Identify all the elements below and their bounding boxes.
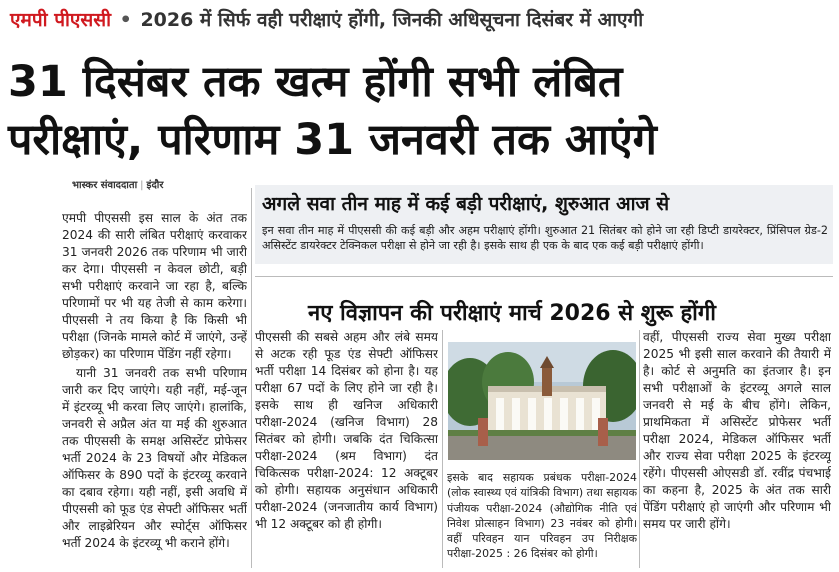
column1-paragraph-1: एमपी पीएससी इस साल के अंत तक 2024 की सारी लंबित परीक्षाएं करवाकर 31 जनवरी 2026 तक परिणाम भी जारी कर देगा। पीएससी न केवल छोटी, बड़ी सभी परीक्षाएं करवाने जा रहा है, बल्कि परिणामों पर भी यह तेजी से काम करेगा। पीएससी ने तय किया है कि किसी भी परीक्षा (जिनके मामले कोर्ट में जाएंगे, उन्हें छोड़कर) का परिणाम पेंडिंग नहीं रहेगा। <box>62 211 247 361</box>
section-rule <box>255 276 833 277</box>
highlight-box-title: अगले सवा तीन माह में कई बड़ी परीक्षाएं, शुरुआत आज से <box>262 193 670 215</box>
pillared-building-icon <box>448 342 636 460</box>
column-divider <box>442 330 443 568</box>
article-column-4 <box>643 329 831 569</box>
headline-line-2: परीक्षाएं, परिणाम 31 जनवरी तक आएंगे <box>8 115 657 165</box>
byline-reporter: भास्कर संवाददाता <box>72 180 138 191</box>
column-divider <box>251 188 252 568</box>
headline-line-1: 31 दिसंबर तक खत्म होंगी सभी लंबित <box>8 57 623 107</box>
column2-text: पीएससी की सबसे अहम और लंबे समय से अटक रही फूड एंड सेफ्टी ऑफिसर भर्ती परीक्षा 14 दिसंबर को होना है। यह परीक्षा 67 पदों के लिए होने जा रही है। इसके साथ ही खनिज अधिकारी परीक्षा-2024 (खनिज विभाग) 28 सितंबर को होगी। जबकि दंत चिकित्सा परीक्षा-2024 (श्रम विभाग) दंत चिकित्सक परीक्षा-2024: 12 अक्टूबर को होगी। सहायक अनुसंधान अधिकारी परीक्षा-2024 (जनजातीय कार्य विभाग) भी 12 अक्टूबर को ही होगी। <box>255 330 438 531</box>
article-column-2 <box>255 329 438 569</box>
column1-paragraph-2: यानी 31 जनवरी तक सभी परिणाम जारी कर दिए जाएंगे। यही नहीं, मई-जून में इंटरव्यू भी करवा लिए जाएंगे। हालांकि, जनवरी से अप्रैल अंत या मई की शुरुआत तक पीएससी के समक्ष असिस्टेंट प्रोफेसर भर्ती 2024 के 23 विषयों और मेडिकल ऑफिसर के 890 पदों के इंटरव्यू करवाने का दबाव रहेगा। यही नहीं, इसी अवधि में पीएससी को फूड एंड सेफ्टी ऑफिसर भर्ती और लाइब्रेरियन और स्पोर्ट्स ऑफिसर भर्ती 2024 के इंटरव्यू भी कराने होंगे। <box>62 366 247 550</box>
kicker-text: 2026 में सिर्फ वही परीक्षाएं होंगी, जिनकी अधिसूचना दिसंबर में आएगी <box>140 9 644 31</box>
kicker-label: एमपी पीएससी <box>10 9 112 31</box>
byline-city: इंदौर <box>146 180 164 191</box>
section-title: नए विज्ञापन की परीक्षाएं मार्च 2026 से शुरू होंगी <box>308 301 716 326</box>
byline <box>72 177 163 191</box>
kicker-bullet: • <box>119 9 132 31</box>
article-column-3 <box>447 470 637 570</box>
byline-separator: | <box>140 180 144 191</box>
column-divider <box>639 330 640 568</box>
highlight-box-text: इन सवा तीन माह में पीएससी की कई बड़ी और अहम परीक्षाएं होंगी। शुरुआत 21 सितंबर को होने जा रही डिप्टी डायरेक्टर, प्रिंसिपल ग्रेड-2 असिस्टेंट डायरेक्टर टेक्निकल परीक्षा से होने जा रही है। इसके साथ ही एक के बाद एक कई बड़ी परीक्षाएं होंगी। <box>262 224 828 252</box>
article-column-1 <box>62 210 247 570</box>
column3-text: इसके बाद सहायक प्रबंधक परीक्षा-2024 (लोक स्वास्थ्य एवं यांत्रिकी विभाग) तथा सहायक पंजीयक परीक्षा-2024 (औद्योगिक नीति एवं निवेश प्रोत्साहन विभाग) 23 नवंबर को होगी। वहीं परिवहन यान परिवहन उप निरीक्षक परीक्षा-2025 : 26 दिसंबर को होगी। <box>447 471 637 561</box>
building-photo <box>448 342 636 460</box>
column4-text: वहीं, पीएससी राज्य सेवा मुख्य परीक्षा 2025 भी इसी साल करवाने की तैयारी में है। कोर्ट से अनुमति का इंतजार है। इन सभी परीक्षाओं के इंटरव्यू अगले साल जनवरी से मई के बीच होंगे। लेकिन, प्राथमिकता में असिस्टेंट प्रोफेसर भर्ती परीक्षा 2024, मेडिकल ऑफिसर भर्ती और राज्य सेवा परीक्षा 2025 के इंटरव्यू रहेंगे। पीएससी ओएसडी डॉ. रवींद्र पंचभाई का कहना है, 2025 के अंत तक सारी पेंडिंग परीक्षाएं हो जाएंगी और परिणाम भी समय पर जारी होंगे। <box>643 330 831 531</box>
kicker-line <box>10 6 835 34</box>
